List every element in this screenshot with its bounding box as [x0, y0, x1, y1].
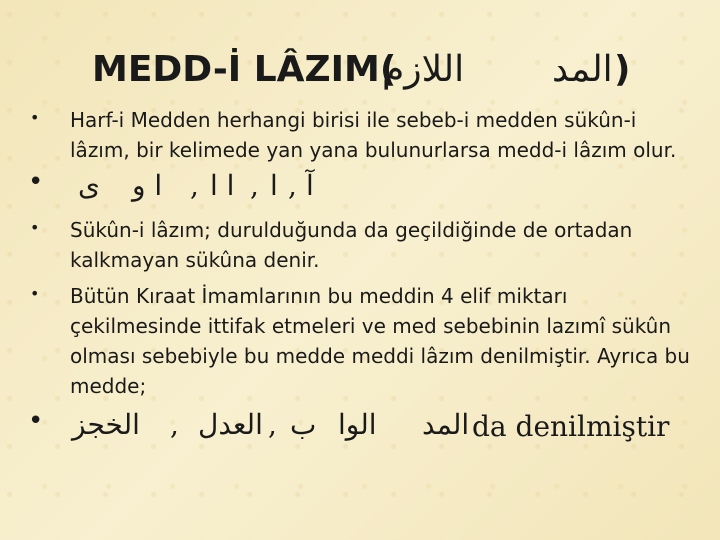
- arabic-word-3: ب: [290, 408, 317, 441]
- arabic-word-1: الخجز: [72, 408, 140, 441]
- separator: ,: [288, 169, 297, 202]
- arabic-letter-examples: [70, 166, 710, 206]
- title-arabic-lazim: اللازم: [382, 49, 465, 90]
- separator: ,: [170, 408, 179, 441]
- arabic-letter-ye: ى: [78, 169, 100, 202]
- arabic-word-4: الوا: [338, 408, 377, 441]
- arabic-word-2: العدل: [198, 408, 263, 441]
- bullet-dot: •: [30, 108, 40, 127]
- arabic-letter-elif-vav: ا و: [132, 169, 163, 202]
- separator: ,: [250, 169, 259, 202]
- arabic-word-5: المد: [422, 408, 470, 441]
- bullet-dot: •: [28, 167, 44, 197]
- bullet-4-text: Bütün Kıraat İmamlarının bu meddin 4 elif miktarı çekilmesinde ittifak etmeleri ve med sebebinin lazımî sükûn olması sebebiyle bu medde meddi lâzım denilmiştir. Ayrıca bu medde;: [70, 284, 690, 398]
- title-latin: MEDD-İ LÂZIM(: [92, 49, 397, 90]
- bullet-5-tail: da denilmiştir: [472, 410, 670, 443]
- bullet-dot: •: [28, 406, 44, 436]
- bullet-dot: •: [30, 284, 40, 303]
- bullet-3-text: Sükûn-i lâzım; durulduğunda da geçildiğinde de ortadan kalkmayan sükûna denir.: [70, 218, 633, 272]
- arabic-word-examples: [70, 405, 710, 445]
- title-arabic-medd: المد: [552, 49, 613, 90]
- bullet-dot: •: [30, 218, 40, 237]
- separator: ,: [268, 408, 277, 441]
- arabic-letter-elif-elif: ا ا: [210, 169, 235, 202]
- bullet-1-text: Harf-i Medden herhangi birisi ile sebeb-i medden sükûn-i lâzım, bir kelimede yan yana bulunurlarsa medd-i lâzım olur.: [70, 108, 677, 162]
- separator: ,: [190, 169, 199, 202]
- title-closing-paren: ): [614, 49, 631, 90]
- arabic-letter-elif: ا: [270, 169, 278, 202]
- arabic-letter-elif-medde: آ: [306, 169, 314, 202]
- slide-title: [92, 42, 692, 98]
